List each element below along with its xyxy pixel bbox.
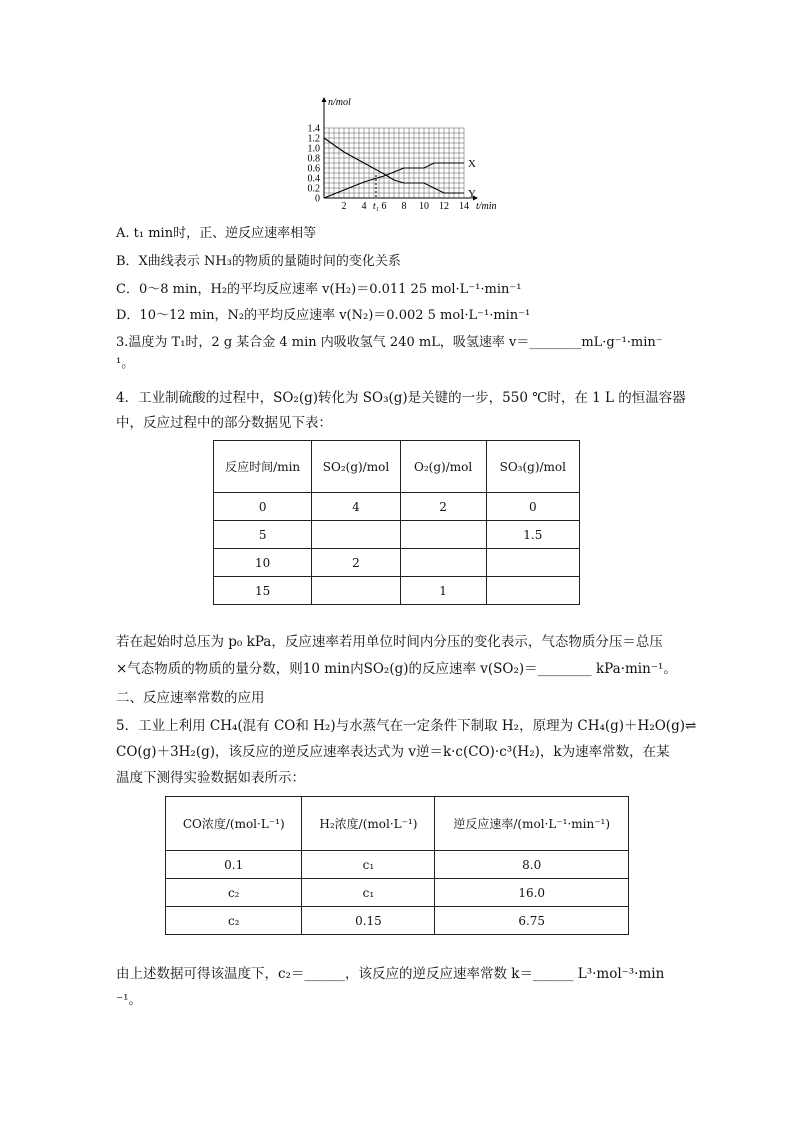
table-header-cell: 反应时间/min [214,441,312,493]
option-d: D．10～12 min，N₂的平均反应速率 v(N₂)＝0.002 5 mol·L⁻¹·min⁻¹ [116,308,531,323]
table-cell: 0 [214,493,312,521]
table-cell: 8.0 [435,851,629,879]
table-cell: 1 [400,577,486,605]
x-tick-label: 2 [341,201,347,212]
y-tick-label: 0.6 [307,163,320,175]
option-c: C．0～8 min，H₂的平均反应速率 v(H₂)＝0.011 25 mol·L⁻¹·min⁻¹ [116,282,522,297]
option-b: B．X曲线表示 NH₃的物质的量随时间的变化关系 [116,254,401,269]
option-a: A. t₁ min时，正、逆反应速率相等 [116,226,317,241]
table-cell: 6.75 [435,907,629,935]
y-tick-label: 1.4 [307,123,320,135]
q5-table [165,796,629,935]
table-header-cell: CO浓度/(mol·L⁻¹) [166,797,302,851]
x-tick-label: 4 [361,201,367,212]
table-cell: 10 [214,549,312,577]
table-header-cell: O₂(g)/mol [400,441,486,493]
y-axis-arrow [322,97,327,102]
q3-line1: 3.温度为 T₁时，2 g 某合金 4 min 内吸收氢气 240 mL，吸氢速率 v＝________mL·g⁻¹·min⁻ [116,335,663,350]
chart-svg [296,94,496,216]
q4-line1: 4．工业制硫酸的过程中，SO₂(g)转化为 SO₃(g)是关键的一步，550 ℃时，在 1 L 的恒温容器 [116,390,686,406]
section-heading: 二、反应速率常数的应用 [116,690,265,706]
x-tick-label: 10 [419,201,429,212]
n-vs-t-chart [296,94,496,216]
q4-table [213,440,580,605]
table-header-cell: 逆反应速率/(mol·L⁻¹·min⁻¹) [435,797,629,851]
table-cell: c₂ [166,879,302,907]
x-axis-label: t/min [476,201,496,212]
x-tick-label: 6 [381,201,387,212]
table-cell: 5 [214,521,312,549]
table-cell: c₁ [302,879,435,907]
x-tick-label: t₁ [372,201,380,212]
table-cell [312,577,400,605]
q5-line1: 5．工业上利用 CH₄(混有 CO和 H₂)与水蒸气在一定条件下制取 H₂，原理为 CH₄(g)＋H₂O(g)⇌ [116,718,697,734]
q5-after2: ⁻¹。 [116,992,143,1008]
table-cell: 15 [214,577,312,605]
table-row [214,549,580,577]
table-cell [486,549,579,577]
y-axis-label: n/mol [328,97,351,108]
y-tick-label: 0.8 [307,153,320,165]
table-cell [486,577,579,605]
table-header-row [214,441,580,493]
y-tick-label: 1.0 [307,143,320,155]
x-tick-label: 14 [459,201,469,212]
y-tick-label: 0.4 [307,173,320,185]
table-cell: 16.0 [435,879,629,907]
table-header-cell: H₂浓度/(mol·L⁻¹) [302,797,435,851]
table-header-row [166,797,629,851]
table-row [166,907,629,935]
table-cell: 2 [312,549,400,577]
table-row [166,879,629,907]
y-tick-label: 0.2 [307,183,320,195]
y-tick-label: 0 [315,193,320,205]
q4-after2: ×气态物质的物质的量分数，则10 min内SO₂(g)的反应速率 v(SO₂)＝________ kPa·min⁻¹。 [116,661,677,677]
q5-line2: CO(g)＋3H₂(g)，该反应的逆反应速率表达式为 v逆＝k·c(CO)·c³(H₂)，k为速率常数，在某 [116,744,670,760]
table-row [214,521,580,549]
y-tick-label: 1.2 [307,133,320,145]
q4-after1: 若在起始时总压为 p₀ kPa，反应速率若用单位时间内分压的变化表示，气态物质分压＝总压 [116,634,663,650]
table-cell: 2 [400,493,486,521]
table-header-cell: SO₃(g)/mol [486,441,579,493]
table-row [166,851,629,879]
table-row [214,493,580,521]
table-cell [400,521,486,549]
table-cell: c₁ [302,851,435,879]
table-cell [312,521,400,549]
table-cell: 0 [486,493,579,521]
x-tick-label: 12 [439,201,449,212]
table-cell [400,549,486,577]
series-label-x: X [468,158,476,170]
table-cell: c₂ [166,907,302,935]
q5-after1: 由上述数据可得该温度下，c₂＝______，该反应的逆反应速率常数 k＝______ L³·mol⁻³·min [116,966,665,982]
table-cell: 1.5 [486,521,579,549]
table-header-cell: SO₂(g)/mol [312,441,400,493]
series-label-y: Y [468,188,476,200]
q3-line2: ¹。 [116,356,135,371]
q4-line2: 中，反应过程中的部分数据见下表： [116,415,332,431]
table-cell: 4 [312,493,400,521]
q5-line3: 温度下测得实验数据如表所示： [116,770,305,786]
table-row [214,577,580,605]
x-tick-label: 8 [401,201,407,212]
table-cell: 0.15 [302,907,435,935]
table-cell: 0.1 [166,851,302,879]
